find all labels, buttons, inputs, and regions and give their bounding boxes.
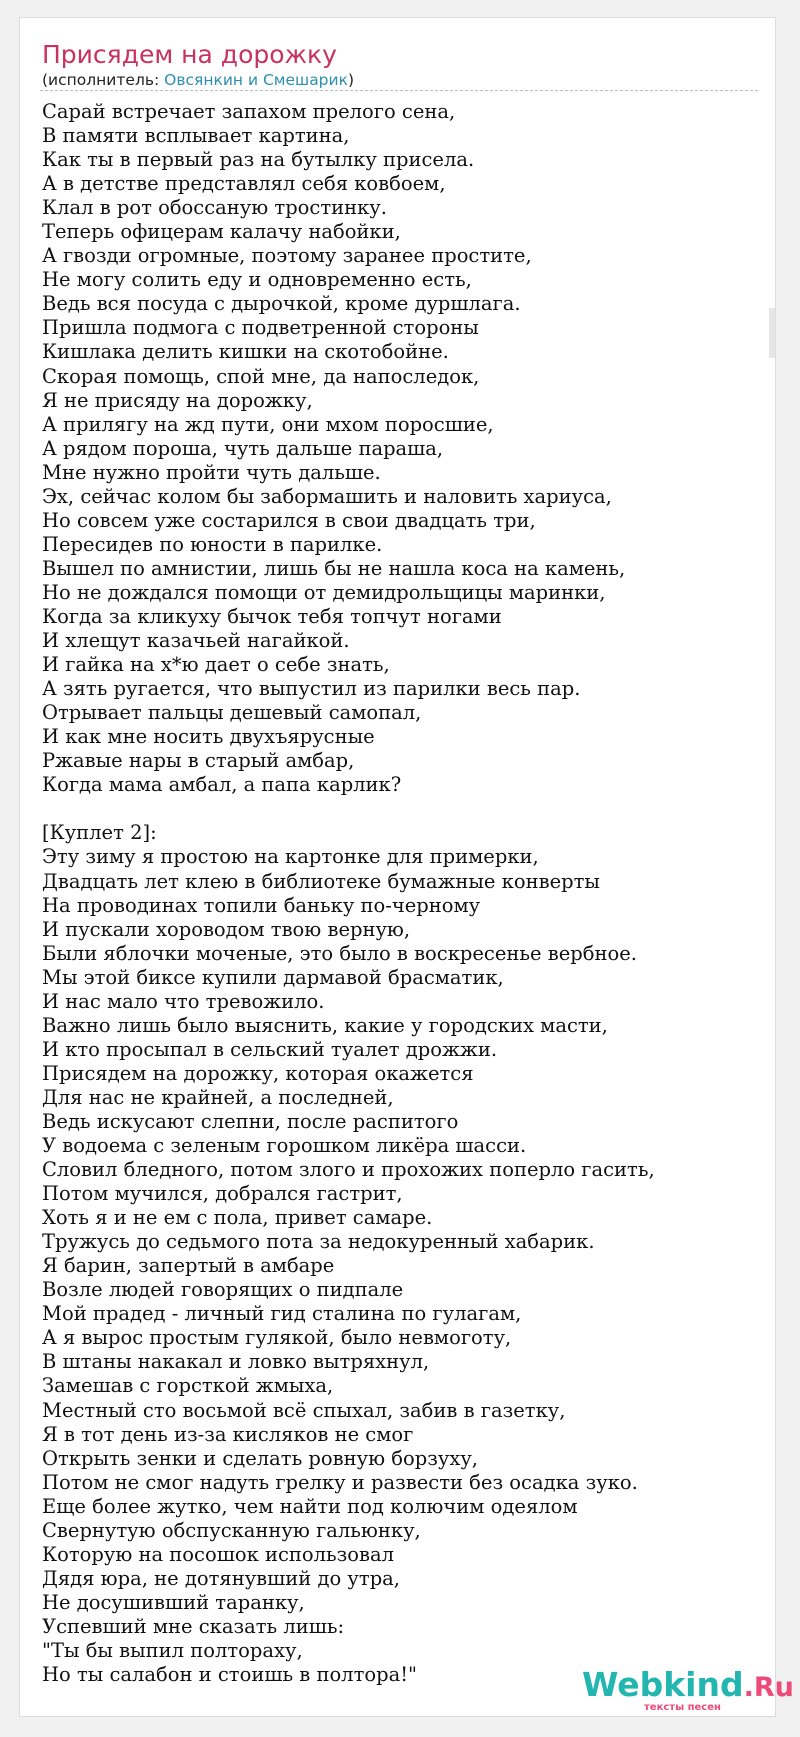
lyric-line: Но ты салабон и стоишь в полтора!": [42, 1663, 418, 1687]
lyric-line: Возле людей говорящих о пидпале: [42, 1278, 404, 1302]
lyric-line: Которую на посошок использовал: [42, 1542, 394, 1566]
logo-word: Webkind: [582, 1665, 744, 1704]
lyric-line: Отрывает пальцы дешевый самопал,: [42, 701, 422, 725]
lyric-line: Когда за кликуху бычок тебя топчут ногами: [42, 604, 502, 628]
lyric-line: Успевший мне сказать лишь:: [42, 1614, 345, 1638]
lyric-line: Еще более жутко, чем найти под колючим одеялом: [42, 1494, 578, 1518]
lyric-line: Потом мучился, добрался гастрит,: [42, 1182, 403, 1206]
song-title: Присядем на дорожку: [42, 40, 337, 69]
lyric-line: Тружусь до седьмого пота за недокуренный хабарик.: [42, 1230, 595, 1254]
lyric-line: Дядя юра, не дотянувший до утра,: [42, 1566, 400, 1590]
lyric-line: Ведь искусают слепни, после распитого: [42, 1109, 459, 1133]
artist-link[interactable]: Овсянкин и Смешарик: [164, 71, 348, 89]
lyric-line: И пускали хороводом твою верную,: [42, 917, 411, 941]
lyric-line: В памяти всплывает картина,: [42, 124, 350, 148]
lyric-line: А гвозди огромные, поэтому заранее простите,: [42, 244, 532, 268]
lyric-line: Я в тот день из-за кисляков не смог: [42, 1422, 414, 1446]
lyric-line: И нас мало что тревожило.: [42, 989, 325, 1013]
lyric-line: У водоема с зеленым горошком ликёра шасси.: [42, 1134, 527, 1158]
logo-tld: .Ru: [743, 1672, 794, 1703]
lyric-line: Открыть зенки и сделать ровную борзуху,: [42, 1446, 478, 1470]
lyric-line: Для нас не крайней, а последней,: [42, 1085, 394, 1109]
lyric-line: Мне нужно пройти чуть дальше.: [42, 460, 381, 484]
lyric-line: А рядом пороша, чуть дальше параша,: [42, 436, 444, 460]
lyric-line: Эту зиму я простою на картонке для примерки,: [42, 845, 539, 869]
lyric-line: Сарай встречает запахом прелого сена,: [42, 100, 456, 123]
lyric-line: Замешав с горсткой жмыха,: [42, 1374, 334, 1398]
lyric-line: Пришла подмога с подветренной стороны: [42, 316, 479, 340]
lyric-line: "Ты бы выпил полтораху,: [42, 1639, 303, 1662]
lyric-line: А зять ругается, что выпустил из парилки весь пар.: [42, 677, 581, 701]
lyric-line: Ржавые нары в старый амбар,: [42, 749, 355, 773]
lyric-line: Свернутую обспусканную гальюнку,: [42, 1518, 421, 1542]
lyric-line: Были яблочки моченые, это было в воскресенье вербное.: [42, 941, 637, 965]
lyric-line: Кишлака делить кишки на скотобойне.: [42, 340, 449, 364]
lyric-line: Вышел по амнистии, лишь бы не нашла коса на камень,: [42, 556, 626, 580]
lyric-line: Двадцать лет клею в библиотеке бумажные конверты: [42, 869, 600, 893]
lyric-line: Местный сто восьмой всё спыхал, забив в газетку,: [42, 1398, 566, 1422]
lyric-line: И хлещут казачьей нагайкой.: [42, 629, 350, 653]
lyric-line: Но не дождался помощи от демидрольщицы маринки,: [42, 580, 606, 604]
lyric-line: [Куплет 2]:: [42, 821, 157, 845]
lyric-line: Теперь офицерам калачу набойки,: [42, 220, 401, 244]
lyric-line: А прилягу на жд пути, они мхом поросшие,: [42, 412, 494, 436]
lyric-line: Как ты в первый раз на бутылку присела.: [42, 148, 475, 172]
lyric-line: Скорая помощь, спой мне, да напоследок,: [42, 364, 480, 388]
artist-prefix: (исполнитель:: [42, 71, 165, 89]
lyric-line: Но совсем уже состарился в свои двадцать три,: [42, 508, 536, 532]
lyric-line: А в детстве представлял себя ковбоем,: [42, 172, 446, 196]
lyric-line: Важно лишь было выяснить, какие у городских масти,: [42, 1013, 608, 1037]
lyric-line: Пересидев по юности в парилке.: [42, 532, 383, 556]
lyric-line: Хоть я и не ем с пола, привет самаре.: [42, 1206, 433, 1230]
lyric-line: Мой прадед - личный гид сталина по гулагам,: [42, 1302, 522, 1326]
lyric-line: Ведь вся посуда с дырочкой, кроме дуршлага.: [42, 292, 521, 316]
stanza-break: [42, 797, 762, 821]
scroll-handle[interactable]: [769, 308, 775, 358]
lyric-line: Когда мама амбал, а папа карлик?: [42, 773, 402, 797]
logo-tagline: тексты песен: [644, 1702, 721, 1713]
lyric-line: Не досушивший таранку,: [42, 1590, 305, 1614]
lyric-line: И как мне носить двухъярусные: [42, 725, 375, 749]
lyrics-block: [42, 100, 762, 1687]
lyric-line: Эх, сейчас колом бы забормашить и наловить хариуса,: [42, 484, 612, 508]
lyric-line: Потом не смог надуть грелку и развести без осадка зуко.: [42, 1470, 638, 1494]
lyric-line: А я вырос простым гулякой, было невмоготу,: [42, 1326, 512, 1350]
lyric-line: И кто просыпал в сельский туалет дрожжи.: [42, 1037, 498, 1061]
artist-line: [42, 70, 354, 90]
lyric-line: Словил бледного, потом злого и прохожих поперло гасить,: [42, 1158, 655, 1182]
lyric-line: В штаны накакал и ловко вытряхнул,: [42, 1350, 430, 1374]
lyric-line: Я не присяду на дорожку,: [42, 388, 313, 412]
lyric-line: На проводинах топили баньку по-черному: [42, 893, 481, 917]
header-divider: [40, 90, 758, 91]
site-logo[interactable]: [582, 1665, 794, 1713]
lyric-line: Мы этой биксе купили дармавой брасматик,: [42, 965, 504, 989]
artist-suffix: ): [347, 71, 355, 89]
lyric-line: Не могу солить еду и одновременно есть,: [42, 268, 472, 292]
lyric-line: И гайка на х*ю дает о себе знать,: [42, 653, 390, 677]
lyric-line: Я барин, запертый в амбаре: [42, 1254, 335, 1278]
lyric-line: Присядем на дорожку, которая окажется: [42, 1061, 474, 1085]
lyric-line: Клал в рот обоссаную тростинку.: [42, 196, 387, 220]
